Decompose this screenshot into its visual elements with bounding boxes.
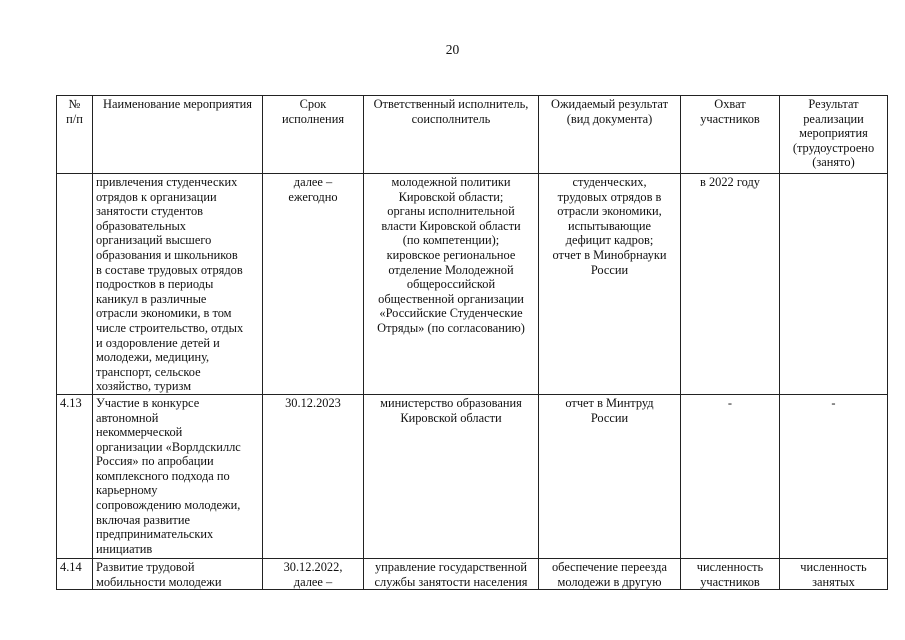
header-num [57,96,93,174]
cell-line: Кировской области; [398,189,504,204]
cell-line: 30.12.2022, [283,559,343,574]
cell-line: - [727,395,733,410]
cell-executor [364,558,539,589]
cell-line: участников [700,574,760,589]
cell-line: подростков в периоды [96,277,214,292]
header-line: реализации [803,111,864,126]
cell-outcome [780,174,888,395]
cell-line: службы занятости населения [374,574,528,589]
header-line: мероприятия [799,126,868,141]
header-coverage [681,96,780,174]
header-line: № [68,97,81,111]
cell-line: отрасли экономики, в том [96,306,232,321]
cell-deadline [263,558,364,589]
cell-line: Отряды» (по согласованию) [377,320,525,335]
cell-event-name [93,394,263,558]
cell-line: (по компетенции); [402,233,500,248]
cell-line: в 2022 году [700,175,760,189]
cell-line: организаций высшего [96,233,212,248]
cell-line: образования и школьников [96,247,238,262]
cell-line: Развитие трудовой [96,559,195,574]
cell-line: России [590,262,629,277]
cell-line: хозяйство, туризм [96,379,192,394]
cell-line: включая развитие [96,512,190,527]
cell-line: занятости студентов [96,204,204,219]
cell-line: отчет в Минобрнауки [552,247,667,262]
cell-line: и оздоровление детей и [96,335,220,350]
cell-line: молодежной политики [391,175,511,189]
cell-line: комплексного подхода по [96,468,230,483]
cell-line: отчет в Минтруд [565,395,654,410]
cell-line: автономной [96,410,159,425]
cell-line: общероссийской [406,277,496,292]
cell-line: предпринимательских [96,527,214,542]
cell-line: молодежи, медицину, [96,350,210,365]
cell-line: численность [800,559,867,574]
cell-line: в составе трудовых отрядов [96,262,243,277]
cell-line: карьерному [96,483,158,498]
cell-num [57,174,93,395]
events-table [56,95,888,590]
cell-outcome [780,558,888,589]
cell-line: 30.12.2023 [285,395,341,410]
cell-line: далее – [293,175,333,189]
cell-line: отрасли экономики, [557,204,662,219]
cell-line: образовательных [96,218,186,233]
cell-line: испытывающие [568,218,651,233]
cell-line: общественной организации [378,291,524,306]
header-line: Охват [714,97,746,111]
cell-line: некоммерческой [96,425,183,440]
header-result [539,96,681,174]
cell-line: Кировской области [400,410,502,425]
header-name [93,96,263,174]
cell-line: инициатив [96,541,153,556]
header-line: Результат [808,97,859,111]
cell-line: дефицит кадров; [565,233,654,248]
cell-line: студенческих, [572,175,647,189]
table-header-row [57,96,888,174]
table-row [57,558,888,589]
table-row [57,174,888,395]
cell-num [57,394,93,558]
cell-event-name [93,174,263,395]
cell-line: ежегодно [288,189,338,204]
header-line: участников [700,111,760,126]
cell-coverage [681,174,780,395]
cell-line: каникул в различные [96,291,207,306]
header-line: соисполнитель [411,111,491,126]
cell-line: трудовых отрядов в [557,189,662,204]
header-outcome [780,96,888,174]
header-line: (трудоустроено [792,140,875,155]
cell-line: обеспечение переезда [551,559,667,574]
cell-line: числе строительство, отдых [96,320,244,335]
cell-coverage [681,558,780,589]
cell-line: 4.14 [60,559,82,574]
header-line: п/п [66,111,83,126]
cell-line: организации «Ворлдскиллс [96,439,241,454]
cell-deadline [263,394,364,558]
cell-line: - [831,395,836,410]
cell-line: Участие в конкурсе [96,395,200,410]
cell-line: сопровождению молодежи, [96,498,241,513]
header-line: Срок [299,97,327,111]
header-executor [364,96,539,174]
page-number: 20 [445,42,460,57]
header-line: (вид документа) [566,111,653,126]
cell-executor [364,174,539,395]
cell-line: России [590,410,629,425]
cell-event-name [93,558,263,589]
cell-coverage [681,394,780,558]
header-line: исполнения [281,111,345,126]
cell-line: далее – [293,574,333,589]
cell-line: кировское региональное [386,247,516,262]
cell-line: Россия» по апробации [96,454,214,469]
cell-num [57,558,93,589]
cell-line: «Российские Студенческие [379,306,523,321]
cell-line: занятых [812,574,855,589]
cell-deadline [263,174,364,395]
header-line: Ожидаемый результат [551,97,668,111]
cell-outcome [780,394,888,558]
cell-line: отделение Молодежной [388,262,514,277]
cell-line: молодежи в другую [557,574,662,589]
cell-line: органы исполнительной [387,204,515,219]
header-line: (занято) [812,155,855,170]
cell-line: власти Кировской области [381,218,521,233]
cell-line: управление государственной [374,559,528,574]
cell-executor [364,394,539,558]
cell-result [539,174,681,395]
cell-result [539,394,681,558]
cell-result [539,558,681,589]
header-line: Наименование мероприятия [103,97,252,111]
table-row [57,394,888,558]
cell-line: 4.13 [60,395,82,410]
cell-line: отрядов к организации [96,189,217,204]
header-line: Ответственный исполнитель, [373,97,529,111]
cell-line: мобильности молодежи [96,574,222,589]
header-deadline [263,96,364,174]
cell-line: транспорт, сельское [96,364,201,379]
cell-line: министерство образования [380,395,522,410]
cell-line: численность [696,559,764,574]
cell-line: привлечения студенческих [96,175,238,189]
